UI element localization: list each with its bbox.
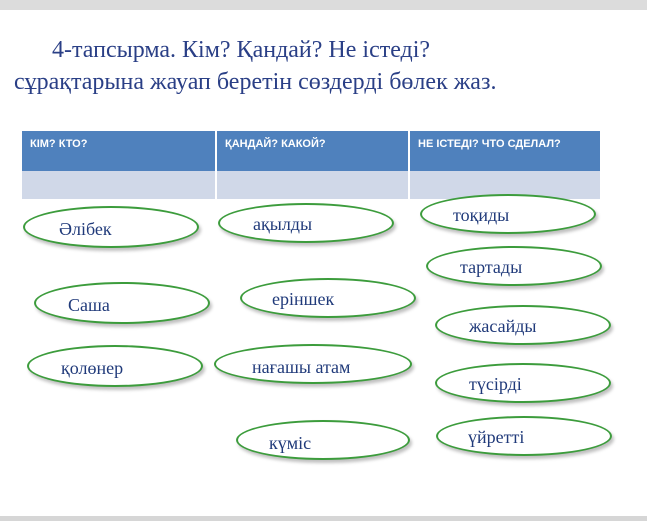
- word-oval-zhasaidy[interactable]: [435, 305, 611, 345]
- word-oval-uiretti[interactable]: [436, 416, 612, 456]
- sorting-table: [22, 131, 600, 199]
- word-label: күміс: [269, 433, 312, 453]
- word-label: ақылды: [253, 214, 313, 234]
- word-label: жасайды: [469, 316, 537, 336]
- column-header-what-did: НЕ ІСТЕДІ? ЧТО СДЕЛАЛ?: [409, 131, 600, 171]
- word-label: түсірді: [469, 374, 522, 394]
- word-label: еріншек: [272, 289, 335, 309]
- task-title: [0, 34, 647, 98]
- word-oval-tokydy[interactable]: [420, 194, 596, 234]
- word-label: тоқиды: [453, 205, 510, 225]
- word-label: нағашы атам: [252, 357, 351, 377]
- task-title-line-2: сұрақтарына жауап беретін сөздерді бөлек жаз.: [14, 69, 497, 95]
- word-label: тартады: [460, 257, 523, 277]
- word-oval-alibek[interactable]: [23, 206, 199, 248]
- top-border: [0, 0, 647, 10]
- word-oval-kumis[interactable]: [236, 420, 410, 460]
- word-label: қолөнер: [61, 358, 124, 378]
- word-oval-akyldy[interactable]: [218, 203, 394, 243]
- word-label: Әлібек: [59, 219, 112, 239]
- word-oval-tartady[interactable]: [426, 246, 602, 286]
- word-oval-kolioner[interactable]: [27, 345, 203, 387]
- word-oval-nagashy-atam[interactable]: [214, 344, 412, 384]
- word-label: үйретті: [468, 427, 525, 447]
- bottom-border: [0, 516, 647, 521]
- column-header-who: КІМ? КТО?: [22, 131, 216, 171]
- word-label: Саша: [68, 295, 110, 315]
- answer-cell-which[interactable]: [216, 171, 409, 199]
- answer-cell-who[interactable]: [22, 171, 216, 199]
- word-oval-tusirdi[interactable]: [435, 363, 611, 403]
- word-oval-sasha[interactable]: [34, 282, 210, 324]
- word-oval-erinshek[interactable]: [240, 278, 416, 318]
- task-title-line-1: 4-тапсырма. Кім? Қандай? Не істеді?: [52, 37, 431, 63]
- column-header-which: ҚАНДАЙ? КАКОЙ?: [216, 131, 409, 171]
